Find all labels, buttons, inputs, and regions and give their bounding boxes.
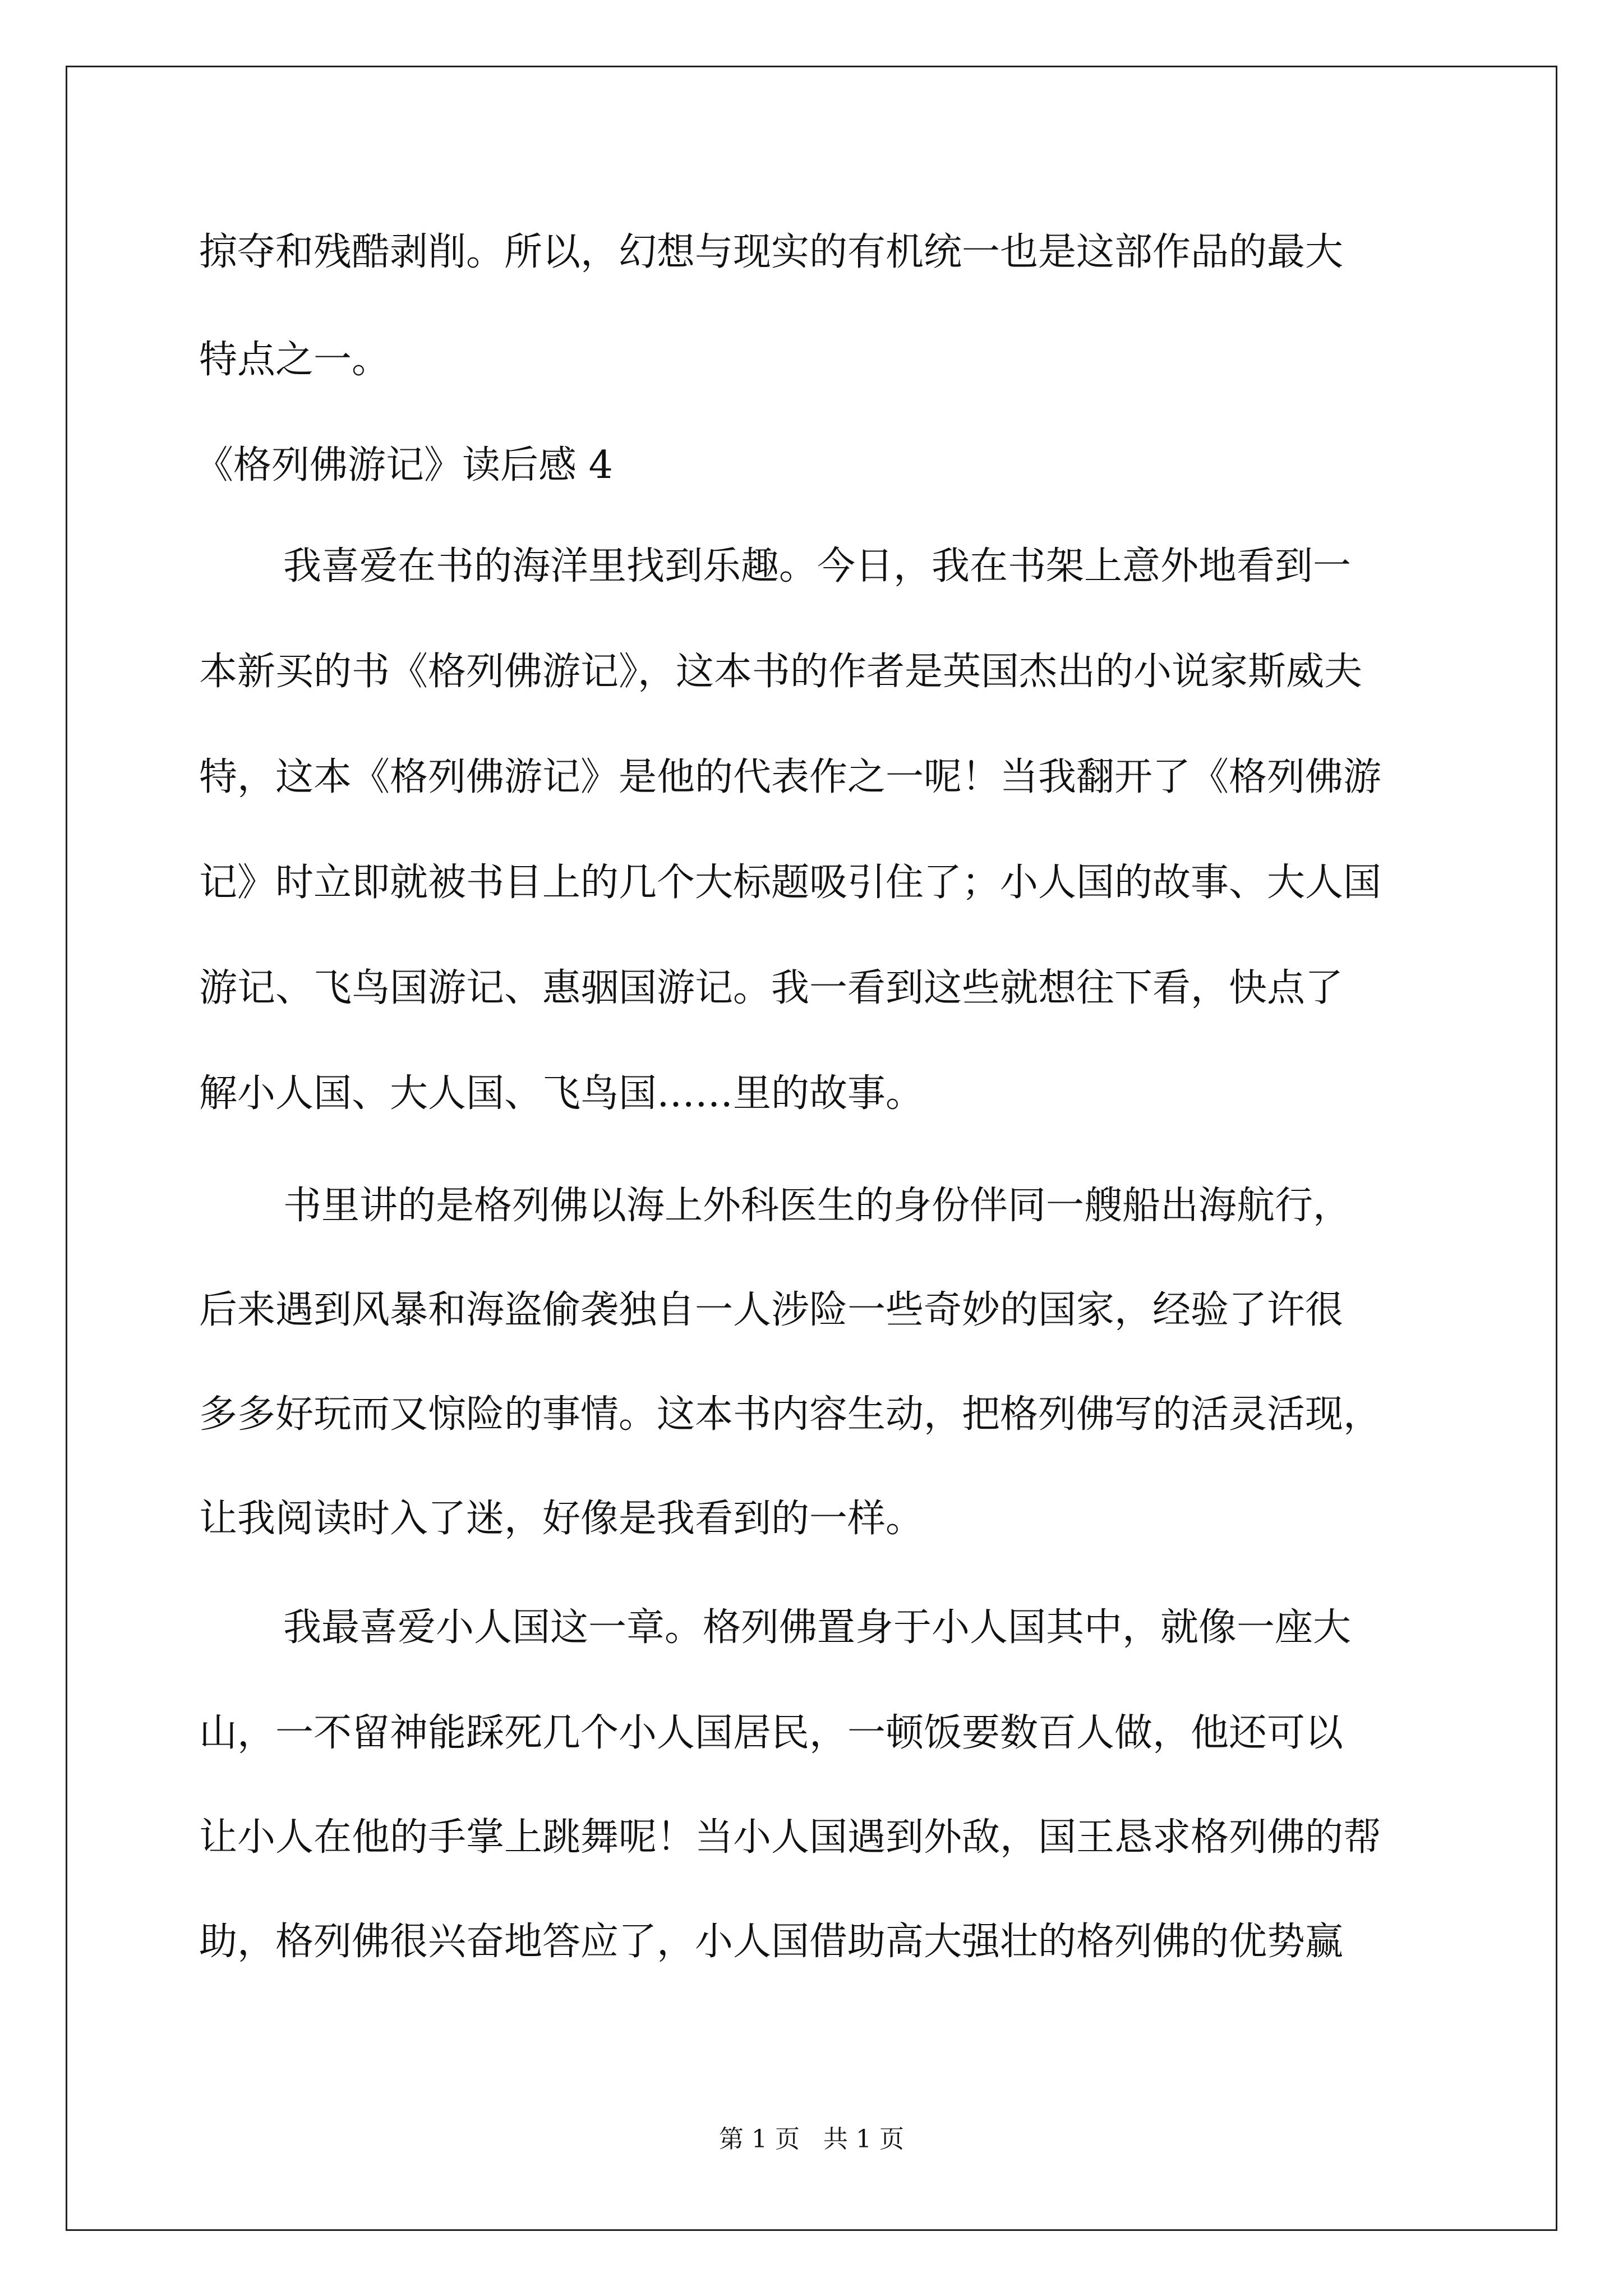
page-border (66, 66, 1557, 2231)
section-heading: 《格列佛游记》读后感 4 (195, 443, 613, 487)
text-line: 本新买的书《格列佛游记》，这本书的作者是英国杰出的小说家斯威夫 (199, 650, 1363, 694)
text-line: 记》时立即就被书目上的几个大标题吸引住了；小人国的故事、大人国 (199, 861, 1382, 905)
text-line: 让小人在他的手掌上跳舞呢！当小人国遇到外敌，国王恳求格列佛的帮 (199, 1815, 1382, 1860)
paragraph-first-line: 我最喜爱小人国这一章。格列佛置身于小人国其中，就像一座大 (283, 1605, 1352, 1650)
text-line: 让我阅读时入了迷，好像是我看到的一样。 (199, 1497, 924, 1541)
text-line: 多多好玩而又惊险的事情。这本书内容生动，把格列佛写的活灵活现， (199, 1392, 1382, 1437)
paragraph-first-line: 书里讲的是格列佛以海上外科医生的身份伴同一艘船出海航行， (283, 1184, 1352, 1228)
text-line: 特点之一。 (199, 338, 390, 382)
paragraph-first-line: 我喜爱在书的海洋里找到乐趣。今日，我在书架上意外地看到一 (283, 544, 1352, 588)
text-line: 后来遇到风暴和海盗偷袭独自一人涉险一些奇妙的国家，经验了许很 (199, 1288, 1344, 1332)
text-line: 助，格列佛很兴奋地答应了，小人国借助高大强壮的格列佛的优势赢 (199, 1920, 1344, 1964)
text-line: 掠夺和残酷剥削。所以，幻想与现实的有机统一也是这部作品的最大 (199, 230, 1344, 274)
text-line: 解小人国、大人国、飞鸟国……里的故事。 (199, 1071, 924, 1116)
page-footer: 第 1 页 共 1 页 (719, 2125, 904, 2154)
text-line: 特，这本《格列佛游记》是他的代表作之一呢！当我翻开了《格列佛游 (199, 755, 1382, 799)
text-line: 游记、飞鸟国游记、惠骃国游记。我一看到这些就想往下看，快点了 (199, 966, 1344, 1010)
text-line: 山，一不留神能踩死几个小人国居民，一顿饭要数百人做，他还可以 (199, 1711, 1344, 1755)
